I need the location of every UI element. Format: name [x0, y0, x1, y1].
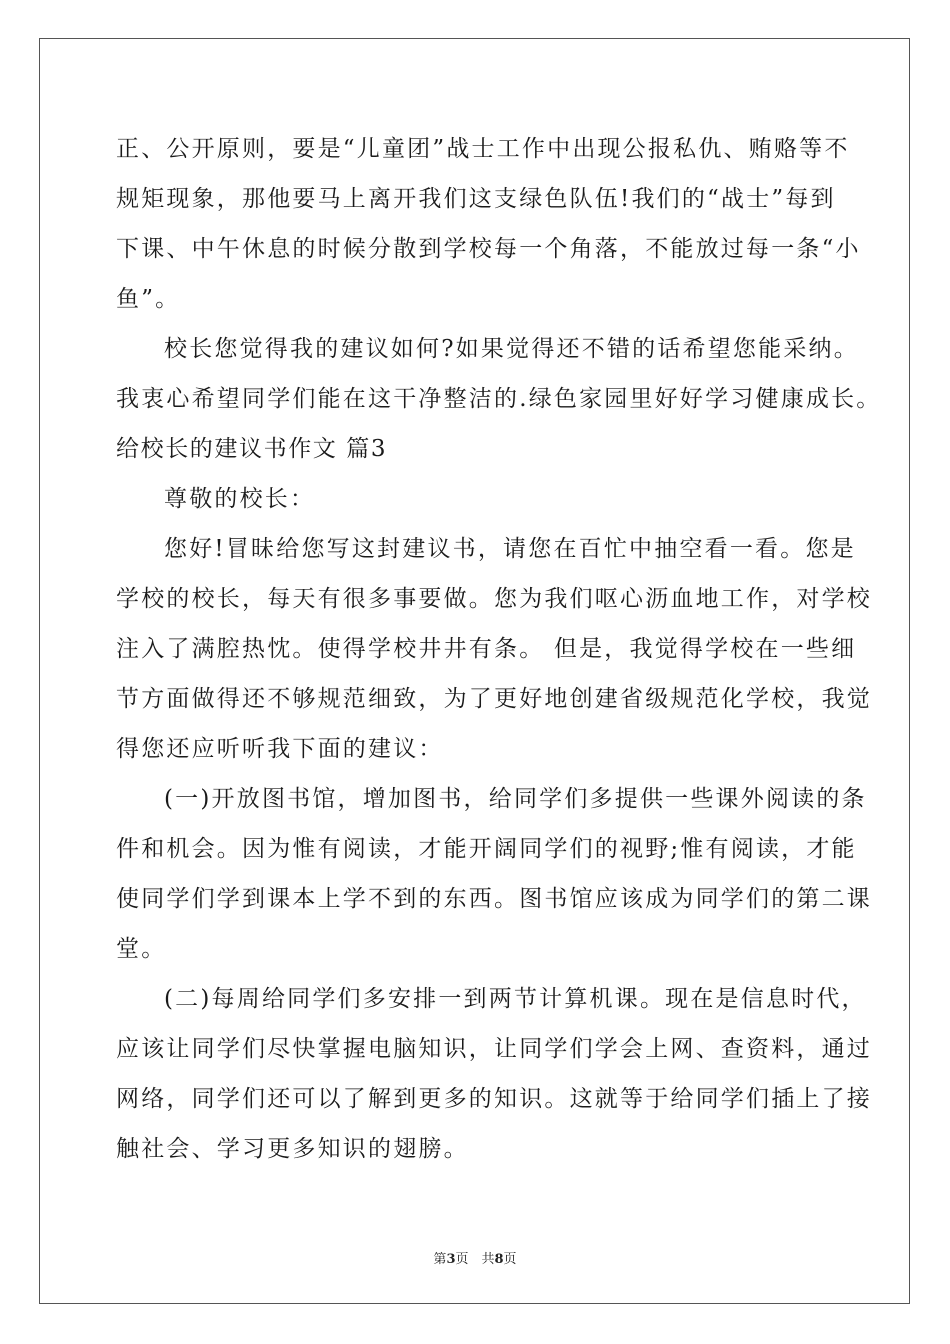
text-line: 得您还应听听我下面的建议： — [116, 736, 444, 762]
text-line: (二)每周给同学们多安排一到两节计算机课。现在是信息时代， — [164, 986, 867, 1012]
text-line: 鱼”。 — [116, 286, 181, 312]
text-line: 规矩现象，那他要马上离开我们这支绿色队伍!我们的“战士”每到 — [116, 186, 836, 212]
footer-label-pre: 第 — [433, 1252, 447, 1267]
text-line: 网络，同学们还可以了解到更多的知识。这就等于给同学们插上了接 — [116, 1086, 872, 1112]
footer-page-current: 3 — [446, 1252, 456, 1267]
text-line: 注入了满腔热忱。使得学校井井有条。 但是，我觉得学校在一些细 — [116, 636, 857, 662]
text-line: 件和机会。因为惟有阅读，才能开阔同学们的视野;惟有阅读，才能 — [116, 836, 857, 862]
footer-page-total: 8 — [494, 1252, 504, 1267]
paragraph-2 — [116, 324, 882, 424]
footer-label-mid: 页 共 — [455, 1252, 495, 1267]
text-line: 触社会、学习更多知识的翅膀。 — [116, 1136, 469, 1162]
text-line: (一)开放图书馆，增加图书，给同学们多提供一些课外阅读的条 — [164, 786, 867, 812]
document-body — [116, 124, 882, 1174]
text-line: 节方面做得还不够规范细致，为了更好地创建省级规范化学校，我觉 — [116, 686, 872, 712]
text-line: 您好!冒昧给您写这封建议书，请您在百忙中抽空看一看。您是 — [164, 536, 856, 562]
salutation: 尊敬的校长： — [164, 486, 316, 512]
paragraph-3 — [116, 524, 872, 774]
paragraph-5 — [116, 974, 872, 1174]
text-line: 下课、中午休息的时候分散到学校每一个角落，不能放过每一条“小 — [116, 236, 861, 262]
text-line: 正、公开原则，要是“儿童团”战士工作中出现公报私仇、贿赂等不 — [116, 136, 850, 162]
text-line: 我衷心希望同学们能在这干净整洁的.绿色家园里好好学习健康成长。 — [116, 386, 882, 412]
text-line: 校长您觉得我的建议如何?如果觉得还不错的话希望您能采纳。 — [164, 336, 859, 362]
text-line: 使同学们学到课本上学不到的东西。图书馆应该成为同学们的第二课 — [116, 886, 872, 912]
paragraph-4 — [116, 774, 872, 974]
text-line: 学校的校长，每天有很多事要做。您为我们呕心沥血地工作，对学校 — [116, 586, 872, 612]
section-heading: 给校长的建议书作文 篇3 — [116, 436, 388, 462]
paragraph-1 — [116, 124, 861, 324]
page-footer — [0, 1248, 950, 1267]
footer-label-post: 页 — [503, 1252, 517, 1267]
text-line: 应该让同学们尽快掌握电脑知识，让同学们学会上网、查资料，通过 — [116, 1036, 872, 1062]
text-line: 堂。 — [116, 936, 167, 962]
